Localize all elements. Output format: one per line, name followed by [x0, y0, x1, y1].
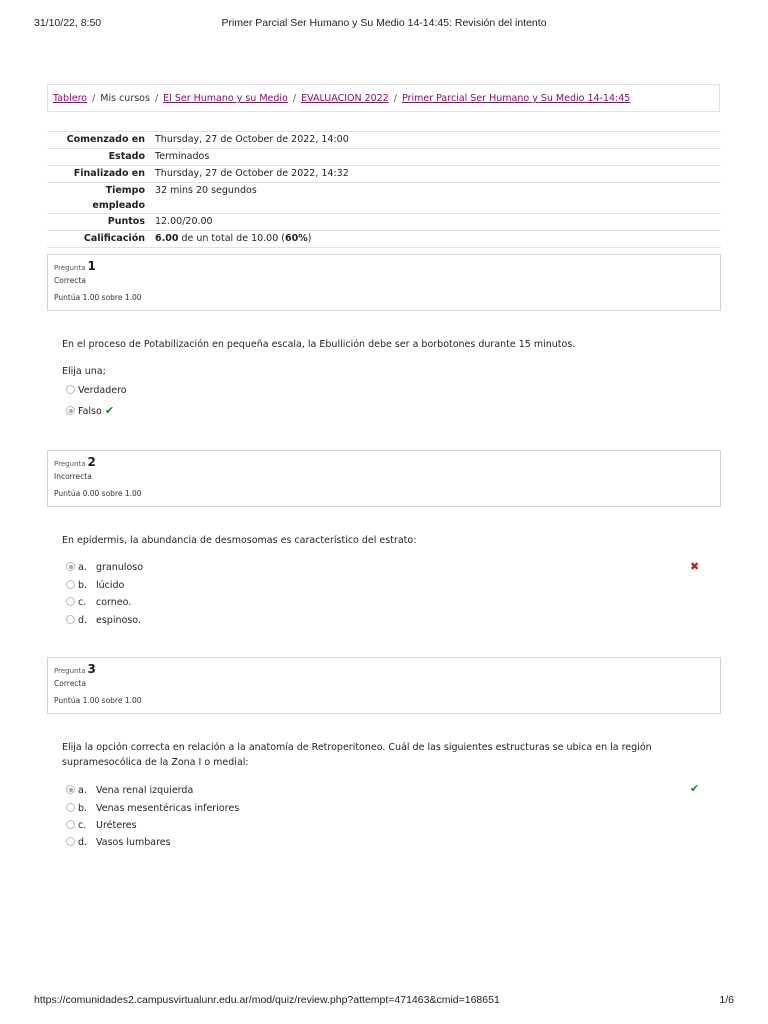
summary-row-puntos	[47, 214, 721, 231]
summary-label: Finalizado en	[47, 166, 155, 183]
pregunta-label: Pregunta	[54, 264, 86, 272]
summary-row-tiempo	[47, 183, 721, 214]
summary-label: Estado	[47, 149, 155, 166]
attempt-summary-table	[47, 131, 721, 248]
summary-row-finalizado	[47, 166, 721, 183]
question-state: Incorrecta	[54, 472, 92, 481]
radio-button-selected[interactable]	[66, 406, 75, 415]
question-number	[54, 662, 720, 676]
answer-label: Uréteres	[96, 820, 137, 831]
question-1-info	[47, 254, 721, 311]
answer-option-verdadero[interactable]	[66, 384, 127, 398]
answer-option-d[interactable]	[66, 614, 141, 628]
breadcrumb-tablero-link[interactable]: Tablero	[53, 93, 88, 104]
answer-label: Falso	[78, 406, 102, 417]
question-grade: Puntúa 1.00 sobre 1.00	[54, 696, 142, 705]
pregunta-label: Pregunta	[54, 667, 86, 675]
print-date: 31/10/22, 8:50	[34, 17, 102, 29]
answer-option-a[interactable]	[66, 561, 143, 575]
grade-percent: 60%	[285, 233, 308, 244]
radio-button[interactable]	[66, 820, 75, 829]
answer-label: Vasos lumbares	[96, 837, 171, 848]
print-header	[34, 17, 734, 31]
check-icon: ✔	[104, 404, 115, 417]
option-letter: d.	[78, 837, 88, 848]
summary-label: Puntos	[47, 214, 155, 231]
summary-value: Thursday, 27 de October de 2022, 14:32	[155, 166, 721, 183]
breadcrumb-separator: /	[393, 93, 397, 104]
check-icon: ✔	[690, 782, 700, 795]
answer-option-falso[interactable]	[66, 404, 114, 418]
summary-value: 32 mins 20 segundos	[155, 183, 721, 214]
radio-button[interactable]	[66, 385, 75, 394]
answer-label: corneo.	[96, 597, 132, 608]
option-letter: c.	[78, 597, 87, 608]
question-1-prompt: Elija una;	[62, 366, 106, 377]
answer-label: Venas mesentéricas inferiores	[96, 803, 240, 814]
print-title: Primer Parcial Ser Humano y Su Medio 14-14:45: Revisión del intento	[221, 17, 547, 29]
question-number	[54, 259, 720, 273]
question-2-info	[47, 450, 721, 507]
answer-option-c[interactable]	[66, 819, 137, 833]
answer-label: lúcido	[96, 580, 125, 591]
breadcrumb-separator: /	[92, 93, 96, 104]
answer-option-c[interactable]	[66, 596, 131, 610]
option-letter: a.	[78, 562, 87, 573]
option-letter: a.	[78, 785, 87, 796]
pregunta-label: Pregunta	[54, 460, 86, 468]
summary-label	[47, 183, 155, 214]
summary-row-comenzado	[47, 132, 721, 149]
summary-value	[155, 231, 721, 248]
breadcrumb-course-link[interactable]: El Ser Humano y su Medio	[163, 93, 288, 104]
option-letter: b.	[78, 803, 88, 814]
answer-label: Verdadero	[78, 385, 127, 396]
question-state: Correcta	[54, 679, 86, 688]
grade-mid-text: de un total de 10.00 (	[178, 233, 285, 244]
question-number	[54, 455, 720, 469]
radio-button[interactable]	[66, 615, 75, 624]
question-1-text: En el proceso de Potabilización en pequeña escala, la Ebullición debe ser a borbotones durante 15 minutos.	[62, 339, 576, 350]
print-url: https://comunidades2.campusvirtualunr.edu.ar/mod/quiz/review.php?attempt=471463&cmid=168651	[34, 994, 500, 1006]
answer-option-b[interactable]	[66, 579, 124, 593]
answer-option-d[interactable]	[66, 836, 171, 850]
print-footer	[34, 994, 734, 1008]
summary-label: Comenzado en	[47, 132, 155, 149]
question-number-value: 1	[87, 259, 96, 273]
answer-label: espinoso.	[96, 615, 141, 626]
summary-label-part: empleado	[92, 200, 145, 211]
grade-value: 6.00	[155, 233, 179, 244]
option-letter: c.	[78, 820, 87, 831]
breadcrumb-separator: /	[154, 93, 159, 104]
question-grade: Puntúa 1.00 sobre 1.00	[54, 293, 142, 302]
breadcrumb-separator: /	[292, 93, 297, 104]
question-3-text: Elija la opción correcta en relación a la anatomía de Retroperitoneo. Cuál de las siguientes estructuras se ubica en la región supramesocólica de la Zona I o medial:	[62, 742, 652, 768]
question-2-text: En epidermis, la abundancia de desmosomas es característico del estrato:	[62, 535, 417, 546]
summary-value: 12.00/20.00	[155, 214, 721, 231]
question-state: Correcta	[54, 276, 86, 285]
cross-icon: ✖	[690, 560, 700, 573]
answer-option-a[interactable]	[66, 784, 193, 798]
breadcrumb-evaluacion-link[interactable]: EVALUACION 2022	[301, 93, 389, 104]
radio-button[interactable]	[66, 803, 75, 812]
question-grade: Puntúa 0.00 sobre 1.00	[54, 489, 142, 498]
question-3-info	[47, 657, 721, 714]
summary-value: Terminados	[155, 149, 721, 166]
summary-label-part: Tiempo	[105, 185, 145, 196]
breadcrumb	[47, 84, 720, 112]
radio-button[interactable]	[66, 580, 75, 589]
radio-button-selected[interactable]	[66, 562, 75, 571]
breadcrumb-mis-cursos: Mis cursos	[100, 93, 150, 104]
grade-end-text: )	[307, 233, 312, 244]
option-letter: d.	[78, 615, 88, 626]
answer-label: granuloso	[96, 562, 144, 573]
summary-row-calificacion	[47, 231, 721, 248]
summary-row-estado	[47, 149, 721, 166]
answer-option-b[interactable]	[66, 802, 239, 816]
summary-value: Thursday, 27 de October de 2022, 14:00	[155, 132, 721, 149]
summary-label: Calificación	[47, 231, 155, 248]
question-number-value: 2	[87, 455, 96, 469]
answer-label: Vena renal izquierda	[96, 785, 194, 796]
print-page-number: 1/6	[719, 994, 734, 1006]
radio-button[interactable]	[66, 597, 75, 606]
radio-button[interactable]	[66, 837, 75, 846]
question-number-value: 3	[87, 662, 96, 676]
option-letter: b.	[78, 580, 88, 591]
radio-button-selected[interactable]	[66, 785, 75, 794]
breadcrumb-quiz-link[interactable]: Primer Parcial Ser Humano y Su Medio 14-14:45	[402, 93, 631, 104]
